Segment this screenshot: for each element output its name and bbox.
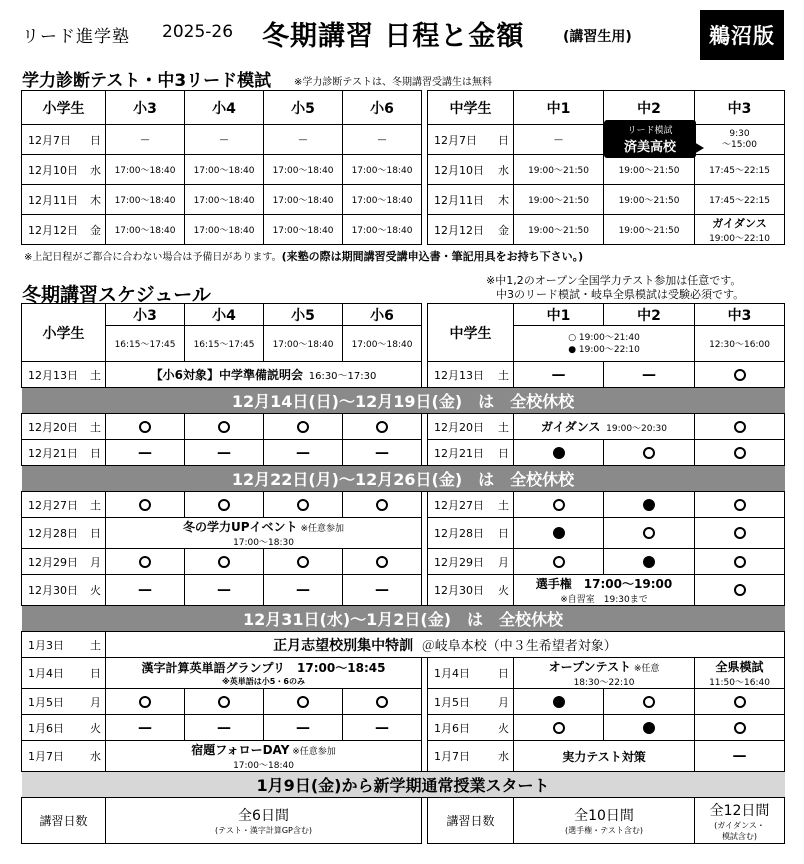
date-cell: 12月13日 土 [22, 362, 106, 388]
grade-header: 中2 [604, 304, 695, 326]
status-cell [604, 689, 695, 715]
schedule-cell: 9:30 ～15:00 [695, 125, 785, 155]
school-name: リード進学塾 [22, 27, 130, 47]
grade-header: 中2 [604, 91, 695, 125]
class-time: 16:15～17:45 [106, 326, 185, 362]
section1-title: 学力診断テスト・中3リード模試 [22, 71, 272, 91]
status-cell: — [264, 440, 343, 466]
status-cell [185, 689, 264, 715]
guidance-cell: ガイダンス 19:00～20:30 [514, 414, 695, 440]
status-cell [695, 715, 785, 741]
date-cell: 12月7日 日 [22, 125, 106, 155]
schedule-cell: — [514, 125, 604, 155]
status-cell [106, 549, 185, 575]
class-time: 17:00～18:40 [343, 326, 422, 362]
grade-header: 中3 [695, 91, 785, 125]
days-label: 講習日数 [22, 798, 106, 844]
grade-header: 小3 [106, 91, 185, 125]
status-cell [514, 549, 604, 575]
grade-header: 中1 [514, 304, 604, 326]
section1-footnote: ※上記日程がご都合に合わない場合は予備日があります。(来塾の際は期間講習受講申込書・筆記用具をお持ち下さい。) [24, 250, 584, 263]
section2-note1: ※中1,2のオープン全国学力テスト参加は任意です。 [486, 274, 742, 287]
closure-bar: 12月31日(水)～1月2日(金) は 全校休校 [22, 606, 785, 632]
schedule-cell: — [185, 125, 264, 155]
status-cell [514, 715, 604, 741]
date-cell: 12月27日 土 [428, 492, 514, 518]
status-cell [343, 492, 422, 518]
class-time: 17:00～18:40 [264, 326, 343, 362]
section1-note: ※学力診断テストは、冬期講習受講生は無料 [294, 77, 492, 88]
date-cell: 1月5日 月 [428, 689, 514, 715]
status-cell: — [185, 715, 264, 741]
guidance-cell: ガイダンス 19:00～22:10 [695, 215, 785, 245]
page-title: 冬期講習 日程と金額 [262, 21, 525, 52]
event-cell: 実力テスト対策 [514, 741, 695, 772]
status-cell: — [604, 362, 695, 388]
date-cell: 1月4日 日 [22, 658, 106, 689]
event-cell: 漢字計算英単語グランプリ 17:00～18:45 ※英単語は小5・6のみ [106, 658, 422, 689]
status-cell [695, 549, 785, 575]
grade-header: 小3 [106, 304, 185, 326]
grade-header: 小6 [343, 304, 422, 326]
schedule-cell: — [264, 125, 343, 155]
class-time: 12:30～16:00 [695, 326, 785, 362]
date-cell: 12月12日 金 [428, 215, 514, 245]
status-cell: — [185, 440, 264, 466]
status-cell [695, 575, 785, 606]
status-cell [695, 492, 785, 518]
schedule-cell: 19:00～21:50 [514, 215, 604, 245]
status-cell [604, 492, 695, 518]
status-cell [604, 715, 695, 741]
grade-header: 小6 [343, 91, 422, 125]
elem-header: 小学生 [22, 304, 106, 362]
event-cell: 冬の学力UPイベント ※任意参加 17:00～18:30 [106, 518, 422, 549]
days-cell: 全6日間 (テスト・漢字計算GP含む) [106, 798, 422, 844]
closure-bar: 12月14日(日)～12月19日(金) は 全校休校 [22, 388, 785, 414]
status-cell [264, 549, 343, 575]
test-elem-table [21, 90, 422, 245]
status-cell [514, 440, 604, 466]
jh-class-times: ○ 19:00～21:40 ● 19:00～22:10 [514, 326, 695, 362]
date-cell: 1月3日 土 [22, 632, 106, 658]
status-cell [264, 414, 343, 440]
status-cell: — [264, 715, 343, 741]
closure-bar: 12月22日(月)～12月26日(金) は 全校休校 [22, 466, 785, 492]
date-cell: 12月28日 日 [428, 518, 514, 549]
status-cell [185, 492, 264, 518]
schedule-cell: 17:00～18:40 [185, 155, 264, 185]
date-cell: 12月12日 金 [22, 215, 106, 245]
status-cell [264, 492, 343, 518]
date-cell: 12月10日 水 [22, 155, 106, 185]
schedule-cell: 17:00～18:40 [343, 155, 422, 185]
schedule-cell: 17:00～18:40 [264, 215, 343, 245]
grade-header: 小5 [264, 304, 343, 326]
schedule-cell: 17:00～18:40 [185, 215, 264, 245]
schedule-cell: 19:00～21:50 [604, 215, 695, 245]
date-cell: 1月5日 月 [22, 689, 106, 715]
event-cell: 正月志望校別集中特訓 ＠岐阜本校（中３生希望者対象） [106, 632, 785, 658]
jh-header: 中学生 [428, 91, 514, 125]
date-cell: 12月11日 木 [428, 185, 514, 215]
page-subtitle: (講習生用) [563, 29, 632, 45]
school-year: 2025-26 [162, 22, 234, 42]
branch-badge: 鵜沼版 [700, 10, 784, 60]
event-cell: 選手権 17:00～19:00 ※自習室 19:30まで [514, 575, 695, 606]
date-cell: 12月7日 日 [428, 125, 514, 155]
status-cell [695, 414, 785, 440]
status-cell [514, 492, 604, 518]
schedule-table [21, 303, 785, 844]
grade-header: 小4 [185, 304, 264, 326]
status-cell [343, 549, 422, 575]
schedule-cell: — [343, 125, 422, 155]
status-cell [106, 492, 185, 518]
schedule-cell: 17:00～18:40 [264, 185, 343, 215]
status-cell [185, 414, 264, 440]
status-cell [106, 414, 185, 440]
status-cell [695, 440, 785, 466]
schedule-cell: 17:00～18:40 [264, 155, 343, 185]
days-label: 講習日数 [428, 798, 514, 844]
grade-header: 中3 [695, 304, 785, 326]
date-cell: 12月21日 日 [428, 440, 514, 466]
status-cell: — [106, 715, 185, 741]
date-cell: 12月27日 土 [22, 492, 106, 518]
date-cell: 12月29日 月 [428, 549, 514, 575]
section2-note2: 中3のリード模試・岐阜全県模試は受験必須です。 [496, 288, 745, 301]
date-cell: 1月6日 火 [428, 715, 514, 741]
status-cell: — [343, 440, 422, 466]
date-cell: 12月20日 土 [428, 414, 514, 440]
event-cell: 全県模試 11:50～16:40 [695, 658, 785, 689]
status-cell [264, 689, 343, 715]
date-cell: 12月13日 土 [428, 362, 514, 388]
days-cell: 全12日間 (ガイダンス・ 模試含む) [695, 798, 785, 844]
schedule-cell: 17:00～18:40 [343, 185, 422, 215]
status-cell [604, 518, 695, 549]
date-cell: 12月11日 木 [22, 185, 106, 215]
schedule-cell: 19:00～21:50 [604, 155, 695, 185]
schedule-cell: 19:00～21:50 [514, 185, 604, 215]
date-cell: 1月7日 水 [428, 741, 514, 772]
date-cell: 12月21日 日 [22, 440, 106, 466]
schedule-cell: 17:00～18:40 [343, 215, 422, 245]
date-cell: 12月28日 日 [22, 518, 106, 549]
new-term-bar: 1月9日(金)から新学期通常授業スタート [22, 772, 785, 798]
status-cell: — [106, 440, 185, 466]
date-cell: 1月7日 水 [22, 741, 106, 772]
elem-header: 小学生 [22, 91, 106, 125]
schedule-cell: 19:00～21:50 [514, 155, 604, 185]
status-cell: — [106, 575, 185, 606]
mock-exam-callout: リード模試 済美高校 [604, 120, 696, 158]
status-cell [695, 689, 785, 715]
schedule-cell: 17:00～18:40 [185, 185, 264, 215]
status-cell [604, 440, 695, 466]
date-cell: 12月30日 火 [428, 575, 514, 606]
class-time: 16:15～17:45 [185, 326, 264, 362]
schedule-cell: 17:00～18:40 [106, 185, 185, 215]
status-cell [343, 414, 422, 440]
status-cell: — [514, 362, 604, 388]
date-cell: 1月4日 日 [428, 658, 514, 689]
status-cell: — [343, 715, 422, 741]
grade-header: 中1 [514, 91, 604, 125]
schedule-cell: 19:00～21:50 [604, 185, 695, 215]
days-cell: 全10日間 (選手権・テスト含む) [514, 798, 695, 844]
status-cell: — [695, 741, 785, 772]
status-cell [514, 689, 604, 715]
event-cell: 【小6対象】中学準備説明会 16:30～17:30 [106, 362, 422, 388]
date-cell: 12月30日 火 [22, 575, 106, 606]
status-cell [604, 549, 695, 575]
schedule-cell: 17:45～22:15 [695, 155, 785, 185]
event-cell: 宿題フォローDAY ※任意参加 17:00～18:40 [106, 741, 422, 772]
callout-pointer [694, 142, 704, 154]
status-cell [106, 689, 185, 715]
status-cell [185, 549, 264, 575]
date-cell: 12月10日 水 [428, 155, 514, 185]
status-cell [514, 518, 604, 549]
status-cell: — [264, 575, 343, 606]
schedule-cell: 17:00～18:40 [106, 215, 185, 245]
status-cell [343, 689, 422, 715]
status-cell [695, 518, 785, 549]
schedule-cell: 17:45～22:15 [695, 185, 785, 215]
event-cell: オープンテスト ※任意 18:30～22:10 [514, 658, 695, 689]
grade-header: 小5 [264, 91, 343, 125]
status-cell [695, 362, 785, 388]
date-cell: 1月6日 火 [22, 715, 106, 741]
date-cell: 12月29日 月 [22, 549, 106, 575]
test-jh-table [427, 90, 785, 245]
section2-title: 冬期講習スケジュール [22, 284, 211, 306]
schedule-cell: — [106, 125, 185, 155]
status-cell: — [185, 575, 264, 606]
status-cell: — [343, 575, 422, 606]
schedule-cell: 17:00～18:40 [106, 155, 185, 185]
jh-header: 中学生 [428, 304, 514, 362]
grade-header: 小4 [185, 91, 264, 125]
date-cell: 12月20日 土 [22, 414, 106, 440]
